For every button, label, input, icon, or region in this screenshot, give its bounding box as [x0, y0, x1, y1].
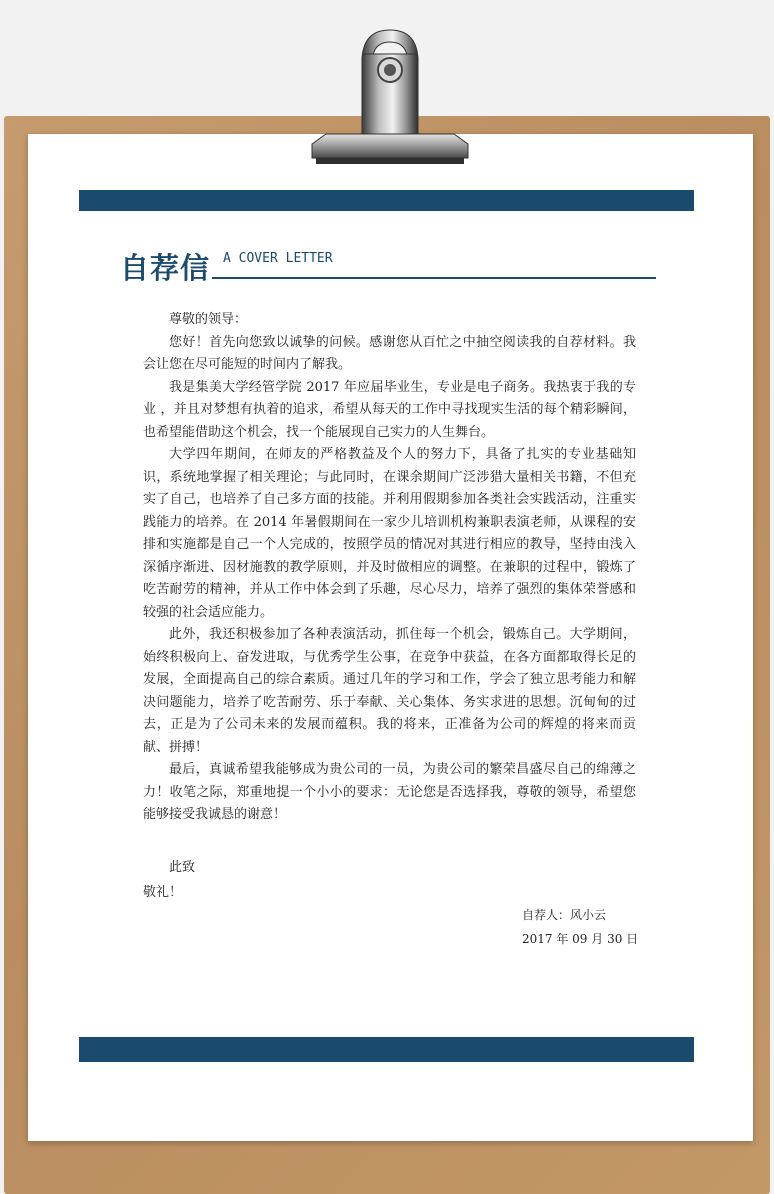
header-band	[79, 190, 694, 211]
title-underline	[212, 277, 656, 279]
letter-paragraph: 此外，我还积极参加了各种表演活动，抓住每一个机会，锻炼自己。大学期间，始终积极向上、奋发进取，与优秀学生公事，在竞争中获益，在各方面都取得长足的发展，全面提高自己的综合素质。通过几年的学习和工作，学会了独立思考能力和解决问题能力，培养了吃苦耐劳、乐于奉献、关心集体、务实求进的思想。沉甸甸的过去，正是为了公司未来的发展而蕴积。我的将来，正准备为公司的辉煌的将来而贡献、拼搏！	[143, 627, 636, 755]
letter-greeting: 尊敬的领导：	[169, 312, 248, 327]
footer-band	[79, 1037, 694, 1062]
letter-body	[143, 309, 636, 827]
page-title: 自荐信	[120, 251, 211, 285]
letter-paragraph: 我是集美大学经管学院 2017 年应届毕业生，专业是电子商务。我热衷于我的专业 ，并且对梦想有执着的追求，希望从每天的工作中寻找现实生活的每个精彩瞬间，也希望能借助这个机会，找一个能展现自己实力的人生舞台。	[143, 379, 636, 440]
letter-paragraph: 大学四年期间，在师友的严格教益及个人的努力下，具备了扎实的专业基础知识，系统地掌握了相关理论；与此同时，在课余期间广泛涉猎大量相关书籍，不但充实了自己，也培养了自己多方面的技能。并利用假期参加各类社会实践活动，注重实践能力的培养。在 2014 年暑假期间在一家少儿培训机构兼职表演老师，从课程的安排和实施都是自己一个人完成的，按照学员的情况对其进行相应的教导，坚持由浅入深循序渐进、因材施教的教学原则，并及时做相应的调整。在兼职的过程中，锻炼了吃苦耐劳的精神，并从工作中体会到了乐趣，尽心尽力，培养了强烈的集体荣誉感和较强的社会适应能力。	[143, 447, 636, 620]
letter-paragraph: 最后，真诚希望我能够成为贵公司的一员，为贵公司的繁荣昌盛尽自己的绵薄之力！收笔之际，郑重地提一个小小的要求：无论您是否选择我，尊敬的领导，希望您能够接受我诚恳的谢意！	[143, 762, 636, 822]
page-subtitle: A COVER LETTER	[223, 251, 333, 266]
signature: 自荐人：风小云	[522, 908, 607, 922]
letter-paragraph: 您好！首先向您致以诚挚的问候。感谢您从百忙之中抽空阅读我的自荐材料。我会让您在尽可能短的时间内了解我。	[143, 334, 636, 372]
letter-signature-block	[522, 903, 638, 951]
closing-line-2: 敬礼！	[143, 885, 183, 900]
closing-line-1: 此致	[169, 860, 196, 875]
letter-date: 2017 年 09 月 30 日	[522, 932, 639, 946]
binder-clip-icon	[302, 24, 478, 174]
letter-closing	[143, 855, 195, 905]
